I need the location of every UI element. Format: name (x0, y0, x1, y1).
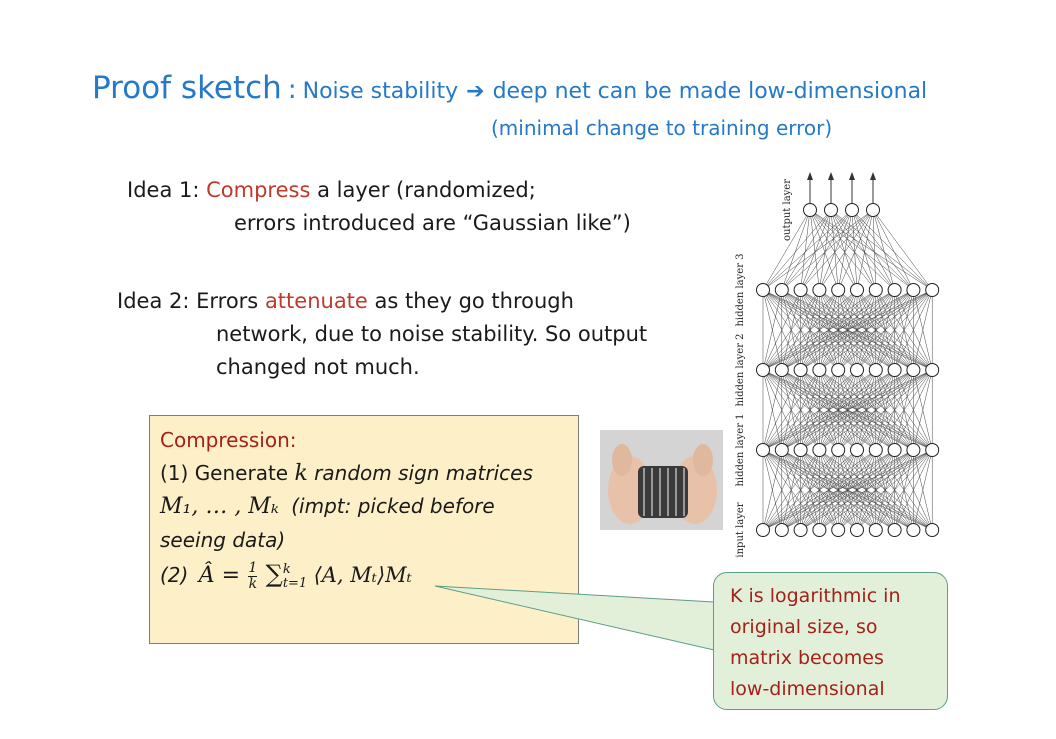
output-arrow-head (807, 172, 813, 180)
step1-matrices: M₁, … , Mₖ (160, 494, 279, 519)
network-node (813, 364, 826, 377)
network-node (832, 444, 845, 457)
compression-step1 (160, 461, 533, 486)
network-node (888, 364, 901, 377)
idea-1-prefix: Idea 1 (127, 178, 193, 202)
network-node (775, 444, 788, 457)
network-edge (873, 210, 895, 290)
network-edge (831, 210, 876, 290)
network-node (867, 204, 880, 217)
idea-2-rest: as they go through (374, 289, 574, 313)
title-main: Proof sketch (92, 70, 282, 106)
network-node (813, 284, 826, 297)
network-node (794, 444, 807, 457)
network-node (907, 284, 920, 297)
network-layer-label: hidden layer 1 (735, 413, 746, 487)
network-node (926, 364, 939, 377)
compression-heading: Compression: (160, 428, 297, 452)
output-arrow-head (849, 172, 855, 180)
idea-2-sep: : Errors (182, 289, 259, 313)
idea-2-line2: network, due to noise stability. So output (216, 322, 648, 346)
step2-fraction (248, 561, 257, 592)
network-node (869, 284, 882, 297)
right-arrow-icon: ➔ (466, 79, 485, 104)
network-node (926, 524, 939, 537)
output-arrow-head (828, 172, 834, 180)
idea-2-prefix: Idea 2 (117, 289, 183, 313)
idea-1-rest: a layer (randomized; (317, 178, 536, 202)
hands-compressing-spring-photo (600, 430, 723, 530)
network-node (757, 524, 770, 537)
network-node (813, 524, 826, 537)
step2-frac-den: k (248, 576, 258, 592)
compression-step2 (160, 560, 412, 592)
network-edge (873, 210, 913, 290)
network-node (888, 524, 901, 537)
network-node (851, 284, 864, 297)
output-arrow-head (870, 172, 876, 180)
output-arrows (807, 172, 876, 203)
network-edge (810, 210, 876, 290)
network-edge (763, 210, 852, 290)
network-node (832, 364, 845, 377)
network-edge (852, 210, 913, 290)
callout-box (713, 572, 948, 710)
network-layer-label: hidden layer 3 (735, 253, 746, 327)
idea-1-line2: errors introduced are “Gaussian like”) (234, 211, 631, 235)
compression-step1-line3: seeing data) (160, 528, 286, 552)
step2-lhs: Â = (198, 563, 241, 588)
idea-1 (127, 174, 536, 207)
network-nodes (757, 204, 939, 537)
step1-note: (impt: picked before (291, 494, 495, 518)
step2-frac-num: 1 (248, 560, 258, 576)
network-layer-label: input layer (735, 502, 746, 558)
step1-desc: random sign matrices (314, 461, 533, 485)
network-node (888, 284, 901, 297)
network-node (794, 524, 807, 537)
network-node (851, 364, 864, 377)
network-node (804, 204, 817, 217)
network-node (888, 444, 901, 457)
slide-subtitle: (minimal change to training error) (491, 116, 833, 140)
slide-title (92, 70, 927, 106)
network-node (851, 444, 864, 457)
network-node (794, 364, 807, 377)
network-edge (831, 210, 895, 290)
network-node (851, 524, 864, 537)
step1-k: k (294, 461, 308, 486)
idea-1-highlight: Compress (206, 178, 311, 202)
network-node (775, 524, 788, 537)
idea-2-line3: changed not much. (216, 355, 420, 379)
network-node (775, 364, 788, 377)
network-node (832, 524, 845, 537)
step2-label: (2) (160, 563, 189, 587)
title-conclusion: deep net can be made low-dimensional (492, 79, 928, 104)
title-colon: : (287, 75, 297, 105)
network-node (825, 204, 838, 217)
network-node (907, 364, 920, 377)
network-node (813, 444, 826, 457)
network-node (907, 524, 920, 537)
network-node (869, 444, 882, 457)
compression-step1-line2 (160, 494, 495, 519)
idea-2-highlight: attenuate (264, 289, 368, 313)
neural-network-diagram (730, 168, 940, 560)
network-edge (810, 210, 913, 290)
step2-sum-bot: t=1 (282, 575, 308, 591)
network-layer-label: hidden layer 2 (735, 333, 746, 407)
network-node (869, 364, 882, 377)
network-edge (810, 210, 932, 290)
callout-pointer (430, 580, 730, 660)
network-node (775, 284, 788, 297)
network-edge (763, 210, 831, 290)
idea-1-sep: : (192, 178, 200, 202)
step2-sum-symbol: ∑ (265, 560, 283, 588)
callout-line-4: low-dimensional (730, 678, 885, 700)
network-node (869, 524, 882, 537)
network-node (757, 444, 770, 457)
network-layer-label: output layer (782, 178, 793, 242)
callout-line-3: matrix becomes (730, 647, 884, 669)
callout-line-2: original size, so (730, 616, 878, 638)
network-node (832, 284, 845, 297)
step1-num: (1) Generate (160, 461, 289, 485)
callout-line-1: K is logarithmic in (730, 585, 901, 607)
network-node (926, 284, 939, 297)
network-node (926, 444, 939, 457)
title-noise-stability: Noise stability (302, 79, 459, 104)
network-node (757, 284, 770, 297)
idea-2 (117, 285, 574, 318)
network-node (794, 284, 807, 297)
network-node (907, 444, 920, 457)
network-node (757, 364, 770, 377)
step2-sum-top: k (282, 561, 291, 577)
network-node (846, 204, 859, 217)
step2-rhs: ⟨A, Mₜ⟩Mₜ (313, 563, 412, 587)
step2-sum-limits (283, 563, 307, 591)
